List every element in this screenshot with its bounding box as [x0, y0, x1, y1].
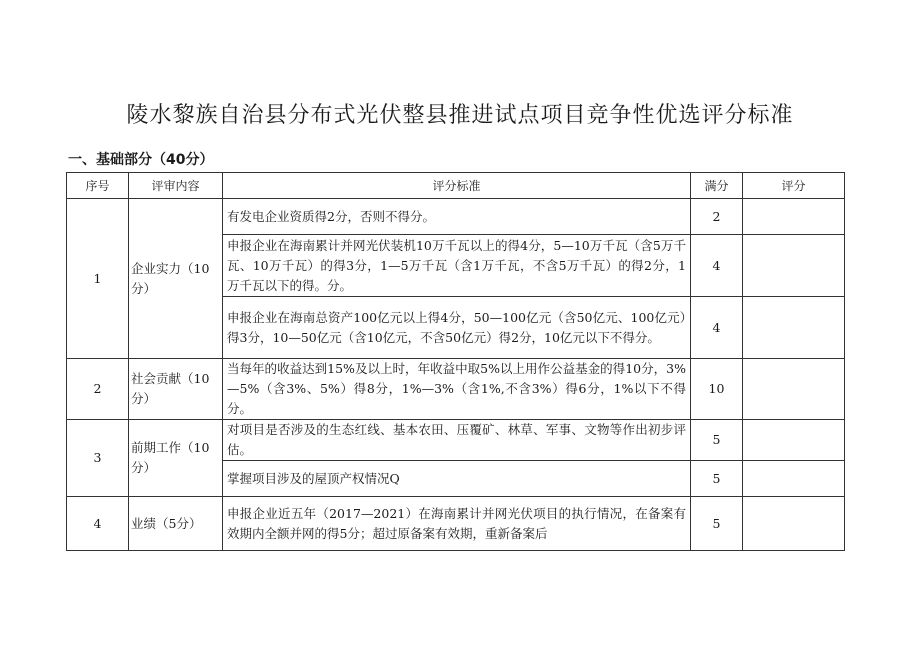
row-score-cell[interactable] [743, 199, 845, 235]
row-item: 前期工作（10分） [129, 420, 223, 497]
row-full-score: 5 [691, 461, 743, 497]
table-row [67, 199, 845, 235]
row-score-cell[interactable] [743, 420, 845, 461]
row-score-cell[interactable] [743, 359, 845, 420]
header-full-score: 满分 [691, 173, 743, 199]
row-score-cell[interactable] [743, 235, 845, 297]
row-full-score: 10 [691, 359, 743, 420]
row-score-cell[interactable] [743, 497, 845, 551]
row-criteria: 有发电企业资质得2分，否则不得分。 [223, 199, 691, 235]
table-header-row [67, 173, 845, 199]
header-item: 评审内容 [129, 173, 223, 199]
row-number: 2 [67, 359, 129, 420]
document-title: 陵水黎族自治县分布式光伏整县推进试点项目竞争性优选评分标准 [126, 103, 794, 128]
header-score: 评分 [743, 173, 845, 199]
table-row [67, 497, 845, 551]
row-criteria: 申报企业在海南累计并网光伏装机10万千瓦以上的得4分，5—10万千瓦（含5万千瓦、10万千瓦）的得3分，1—5万千瓦（含1万千瓦，不含5万千瓦）的得2分，1万千瓦以下的得。分。 [223, 235, 691, 297]
table-row [67, 359, 845, 420]
row-item: 社会贡献（10分） [129, 359, 223, 420]
table-row [67, 420, 845, 461]
row-number: 1 [67, 199, 129, 359]
row-criteria: 掌握项目涉及的屋顶产权情况Q [223, 461, 691, 497]
row-score-cell[interactable] [743, 461, 845, 497]
row-item: 企业实力（10分） [129, 199, 223, 359]
row-full-score: 4 [691, 235, 743, 297]
row-number: 4 [67, 497, 129, 551]
row-criteria: 当每年的收益达到15%及以上时，年收益中取5%以上用作公益基金的得10分，3%—5%（含3%、5%）得8分，1%—3%（含1%,不含3%）得6分，1%以下不得分。 [223, 359, 691, 420]
row-item: 业绩（5分） [129, 497, 223, 551]
header-criteria: 评分标准 [223, 173, 691, 199]
row-full-score: 5 [691, 420, 743, 461]
row-score-cell[interactable] [743, 297, 845, 359]
row-full-score: 5 [691, 497, 743, 551]
row-criteria: 申报企业在海南总资产100亿元以上得4分，50—100亿元（含50亿元、100亿元）得3分，10—50亿元（含10亿元，不含50亿元）得2分，10亿元以下不得分。 [223, 297, 691, 359]
row-full-score: 4 [691, 297, 743, 359]
section-heading: 一、基础部分（40分） [68, 152, 214, 168]
scoring-table [66, 172, 845, 551]
row-criteria: 申报企业近五年（2017—2021）在海南累计并网光伏项目的执行情况，在备案有效期内全额并网的得5分；超过原备案有效期，重新备案后 [227, 505, 686, 541]
row-number: 3 [67, 420, 129, 497]
header-no: 序号 [67, 173, 129, 199]
row-full-score: 2 [691, 199, 743, 235]
row-criteria: 对项目是否涉及的生态红线、基本农田、压覆矿、林草、军事、文物等作出初步评估。 [223, 420, 691, 461]
